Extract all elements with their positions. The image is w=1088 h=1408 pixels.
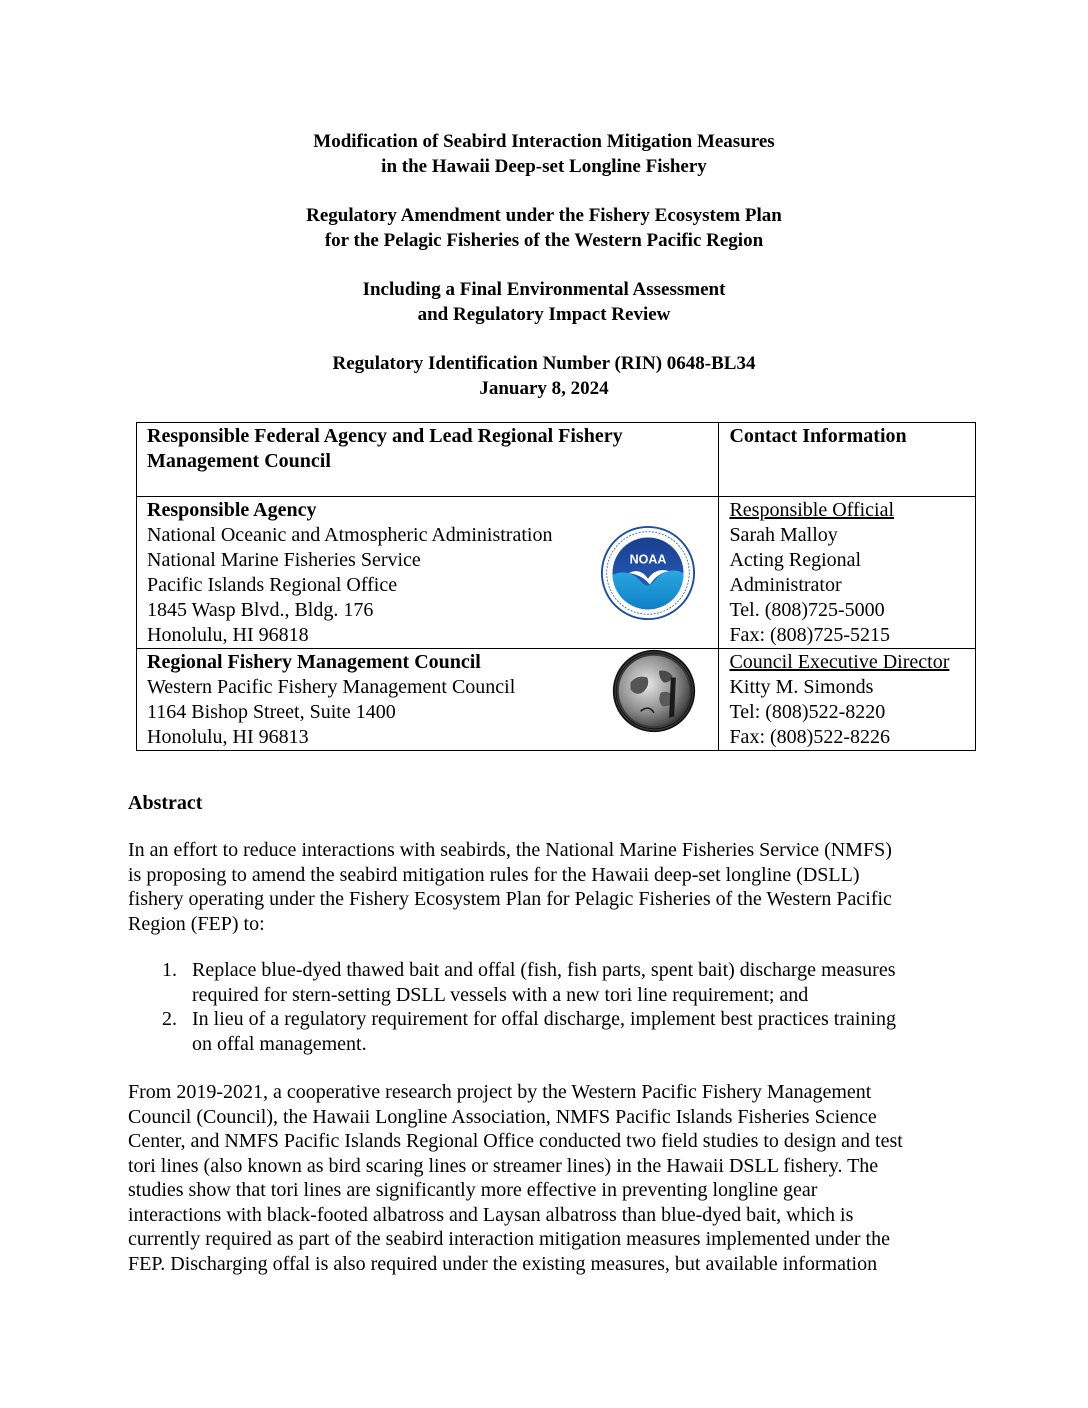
paragraph-line: Council (Council), the Hawaii Longline Association, NMFS Pacific Islands Fisheries Science <box>128 1105 877 1128</box>
assessment-block <box>0 277 1088 327</box>
subtitle-line-2: for the Pelagic Fisheries of the Western Pacific Region <box>324 230 764 251</box>
council-seal-icon <box>612 649 696 733</box>
assessment-line-1: Including a Final Environmental Assessment <box>362 279 726 300</box>
abstract-list <box>128 958 968 1056</box>
paragraph-line: From 2019-2021, a cooperative research project by the Western Pacific Fishery Management <box>128 1081 872 1103</box>
council-line: 1164 Bishop Street, Suite 1400 <box>147 701 396 723</box>
agency-cell <box>137 497 719 649</box>
agency-line: National Oceanic and Atmospheric Administration <box>147 524 553 546</box>
noaa-logo-text: NOAA <box>630 552 667 567</box>
header-contact-cell <box>719 423 976 497</box>
agency-contact-heading: Responsible Official <box>729 499 895 521</box>
list-item <box>128 958 968 1007</box>
council-contact-line: Tel: (808)522-8220 <box>729 701 886 723</box>
council-line: Western Pacific Fishery Management Council <box>147 676 516 698</box>
list-item-line: In lieu of a regulatory requirement for offal discharge, implement best practices training <box>192 1008 897 1030</box>
paragraph-line: In an effort to reduce interactions with seabirds, the National Marine Fisheries Service (NMFS) <box>128 839 892 861</box>
paragraph-line: currently required as part of the seabird interaction mitigation measures implemented under the <box>128 1228 890 1250</box>
abstract-paragraph-2 <box>128 1080 968 1276</box>
table-header-row <box>137 423 976 497</box>
list-item <box>128 1007 968 1056</box>
rin-block <box>0 351 1088 401</box>
document-date: January 8, 2024 <box>479 378 609 399</box>
subtitle-block <box>0 203 1088 253</box>
list-item-line: required for stern-setting DSLL vessels with a new tori line requirement; and <box>192 983 809 1006</box>
agency-line: Honolulu, HI 96818 <box>147 624 309 646</box>
agency-contact-line: Acting Regional <box>729 549 862 571</box>
agency-contact-line: Administrator <box>729 574 842 596</box>
council-contact-cell <box>719 649 976 751</box>
noaa-logo-icon <box>600 525 696 621</box>
council-contact-line: Kitty M. Simonds <box>729 676 874 698</box>
abstract-paragraph-1 <box>128 838 968 936</box>
council-row <box>137 649 976 751</box>
paragraph-line: interactions with black-footed albatross and Laysan albatross than blue-dyed bait, which is <box>128 1203 854 1226</box>
agency-row <box>137 497 976 649</box>
council-cell <box>137 649 719 751</box>
agency-heading: Responsible Agency <box>147 499 317 521</box>
agency-contact-table <box>136 422 976 751</box>
paragraph-line: FEP. Discharging offal is also required under the existing measures, but available information <box>128 1252 878 1275</box>
agency-contact-line: Fax: (808)725-5215 <box>729 624 890 646</box>
council-line: Honolulu, HI 96813 <box>147 726 309 748</box>
rin-line: Regulatory Identification Number (RIN) 0648-BL34 <box>332 353 756 374</box>
header-agency-line-2: Management Council <box>147 450 331 472</box>
list-item-number: 1. <box>162 959 177 981</box>
agency-line: Pacific Islands Regional Office <box>147 574 398 596</box>
title-line-2: in the Hawaii Deep-set Longline Fishery <box>381 156 707 177</box>
paragraph-line: Region (FEP) to: <box>128 912 265 935</box>
agency-line: 1845 Wasp Blvd., Bldg. 176 <box>147 599 374 621</box>
agency-contact-line: Sarah Malloy <box>729 524 838 546</box>
paragraph-line: Center, and NMFS Pacific Islands Regional Office conducted two field studies to design and test <box>128 1130 903 1152</box>
paragraph-line: is proposing to amend the seabird mitigation rules for the Hawaii deep-set longline (DSLL) <box>128 863 860 886</box>
header-contact-label: Contact Information <box>729 425 907 447</box>
council-contact-line: Fax: (808)522-8226 <box>729 726 890 748</box>
abstract-heading: Abstract <box>128 792 203 814</box>
list-item-number: 2. <box>162 1008 177 1030</box>
list-item-line: on offal management. <box>192 1032 367 1055</box>
council-contact-heading: Council Executive Director <box>729 651 950 673</box>
title-line-1: Modification of Seabird Interaction Mitigation Measures <box>313 131 775 152</box>
header-agency-line-1: Responsible Federal Agency and Lead Regional Fishery <box>147 425 623 447</box>
agency-contact-line: Tel. (808)725-5000 <box>729 599 885 621</box>
paragraph-line: tori lines (also known as bird scaring lines or streamer lines) in the Hawaii DSLL fishery. The <box>128 1154 879 1177</box>
council-heading: Regional Fishery Management Council <box>147 651 481 673</box>
list-item-line: Replace blue-dyed thawed bait and offal (fish, fish parts, spent bait) discharge measures <box>192 959 896 981</box>
agency-line: National Marine Fisheries Service <box>147 549 421 571</box>
paragraph-line: studies show that tori lines are significantly more effective in preventing longline gear <box>128 1179 818 1201</box>
subtitle-line-1: Regulatory Amendment under the Fishery Ecosystem Plan <box>306 205 782 226</box>
title-block <box>0 129 1088 179</box>
agency-contact-cell <box>719 497 976 649</box>
paragraph-line: fishery operating under the Fishery Ecosystem Plan for Pelagic Fisheries of the Western Pacific <box>128 888 892 910</box>
assessment-line-2: and Regulatory Impact Review <box>417 304 671 325</box>
header-agency-cell <box>137 423 719 497</box>
